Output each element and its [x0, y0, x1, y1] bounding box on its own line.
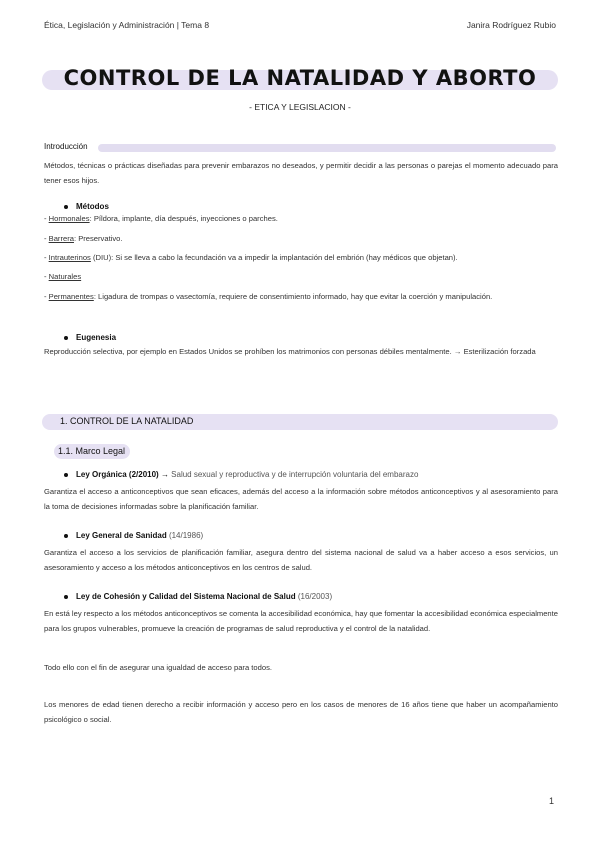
law-text: Garantiza el acceso a los servicios de planificación familiar, asegura dentro del sistema nacional de salud va a haber acceso a esos servicios, un asesoramiento y acceso a los métodos anticonceptivos en los centros de salud. [44, 548, 558, 572]
bullet-icon [64, 205, 68, 209]
eugenesia-text: Reproducción selectiva, por ejemplo en Estados Unidos se prohíben los matrimonios con personas débiles mentalmente. → Esterilización forzada [44, 347, 536, 356]
bullet-icon [64, 534, 68, 538]
intro-highlight-bar [98, 144, 556, 152]
law-heading: Ley Orgánica (2/2010) → Salud sexual y reproductiva y de interrupción voluntaria del embarazo [64, 470, 418, 479]
intro-label: Introducción [44, 142, 88, 151]
section-title: 1. CONTROL DE LA NATALIDAD [60, 416, 194, 426]
law-text: En está ley respecto a los métodos anticonceptivos se comenta la accesibilidad económica, hay que fomentar la accesibilidad económica especialmente para los grupos vulnerables, promueve la creación de programas de salud reproductiva y el control de la natalidad. [44, 609, 558, 633]
page-title: CONTROL DE LA NATALIDAD Y ABORTO [63, 66, 537, 90]
page-subtitle: - ETICA Y LEGISLACION - [249, 102, 351, 112]
metodo-item: - Hormonales: Píldora, implante, día después, inyecciones o parches. [44, 214, 278, 223]
metodos-heading: Métodos [64, 202, 109, 211]
closing-text: Los menores de edad tienen derecho a recibir información y acceso pero en los casos de menores de 16 años tiene que haber un acompañamiento psicológico o social. [44, 700, 558, 724]
metodo-item: - Permanentes: Ligadura de trompas o vasectomía, requiere de consentimiento informado, hay que evitar la coerción y manipulación. [44, 292, 493, 301]
subsection-title: 1.1. Marco Legal [58, 446, 126, 456]
intro-text: Métodos, técnicas o prácticas diseñadas para prevenir embarazos no deseados, y permitir decidir a las personas o parejas el momento adecuado para tener esos hijos. [44, 161, 558, 185]
law-heading: Ley de Cohesión y Calidad del Sistema Nacional de Salud (16/2003) [64, 592, 332, 601]
law-heading: Ley General de Sanidad (14/1986) [64, 531, 203, 540]
bullet-icon [64, 473, 68, 477]
page-number: 1 [548, 796, 554, 806]
closing-text: Todo ello con el fin de asegurar una igualdad de acceso para todos. [44, 663, 272, 672]
bullet-icon [64, 595, 68, 599]
eugenesia-heading: Eugenesia [64, 333, 116, 342]
header-left: Ética, Legislación y Administración | Tema 8 [44, 20, 210, 30]
metodo-item: - Naturales [44, 272, 82, 281]
bullet-icon [64, 336, 68, 340]
header-right: Janira Rodríguez Rubio [466, 20, 556, 30]
metodo-item: - Barrera: Preservativo. [44, 234, 123, 243]
law-text: Garantiza el acceso a anticonceptivos que sean eficaces, además del acceso a la información sobre métodos anticonceptivos y al asesoramiento para la toma de decisiones informadas sobre la planificación familiar. [44, 487, 558, 511]
metodo-item: - Intrauterinos (DIU): Si se lleva a cabo la fecundación va a impedir la implantación del embrión (hay médicos que objetan). [44, 253, 458, 262]
